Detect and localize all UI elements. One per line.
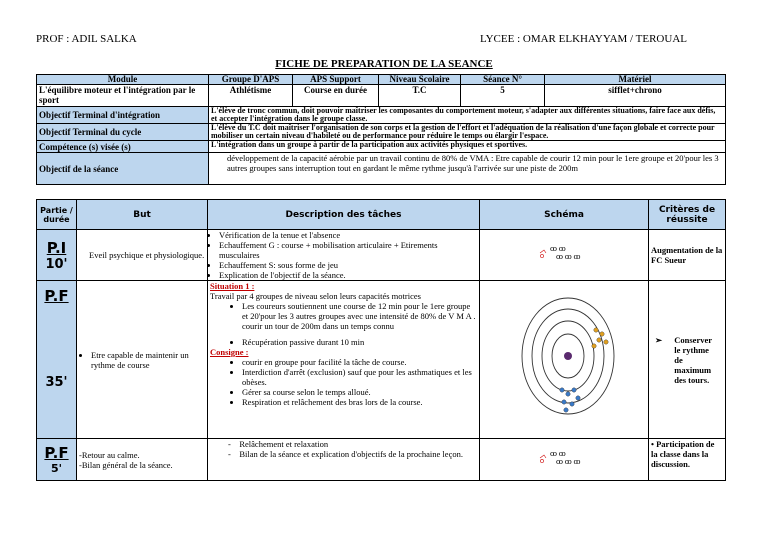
task-item: - Relâchement et relaxation: [228, 439, 329, 449]
school-name: LYCEE : OMAR ELKHAYYAM / TEROUAL: [480, 33, 687, 45]
groupe-value: Athlétisme: [209, 85, 293, 107]
row-criteria: Augmentation de la FC Sueur: [649, 230, 726, 281]
svg-text:ꝏ ꝏ: ꝏ ꝏ: [550, 245, 566, 253]
cooldown-diagram: [480, 439, 649, 481]
col-partie: Partie / durée: [37, 200, 77, 230]
consigne-list: [210, 357, 477, 407]
running-track-image: [482, 284, 646, 434]
col-materiel: Matériel: [545, 75, 726, 85]
col-but: But: [77, 200, 208, 230]
task-item: • Explication de l'objectif de la séance.: [219, 270, 477, 280]
part-duration: 10': [45, 256, 68, 272]
part-duration: 5': [50, 462, 63, 475]
objective-text: développement de la capacité aérobie par un travail continu de 80% de VMA : Etre capable de courir 12 min pour le 1ere groupe et 20'pour les 3 autres groupes sans interruption tout en gardant le même rythme jusqu'à l'arrivée sur une piste de 200m: [209, 153, 726, 185]
track-diagram: [480, 281, 649, 439]
session-info-table: [36, 74, 726, 185]
col-niveau: Niveau Scolaire: [379, 75, 461, 85]
row-goal: Eveil psychique et physiologique.: [77, 230, 208, 281]
svg-text:ꝏ ꝏ: ꝏ ꝏ: [550, 449, 566, 458]
part-label: P.F: [44, 444, 69, 462]
module-value: L'équilibre moteur et l'intégration par le sport: [37, 85, 209, 107]
col-module: Module: [37, 75, 209, 85]
part-label: P.F: [44, 287, 69, 305]
col-groupe: Groupe D'APS: [209, 75, 293, 85]
task-item: • Echauffement G : course + mobilisation articulaire + Etirements musculaires: [219, 240, 477, 260]
situation-intro: Travail par 4 groupes de niveau selon leurs capacités motrices: [210, 291, 421, 301]
task-item: • Vérification de la tenue et l'absence: [219, 230, 477, 240]
seance-value: 5: [461, 85, 545, 107]
niveau-value: T.C: [379, 85, 461, 107]
task-item: • Echauffement S: sous forme de jeu: [219, 260, 477, 270]
consigne-item: • Respiration et relâchement des bras lors de la course.: [242, 397, 477, 407]
consigne-item: • Gérer sa course selon le temps alloué.: [242, 387, 477, 397]
svg-text:ꝏ ꝏ ꝏ: ꝏ ꝏ ꝏ: [556, 253, 581, 261]
objective-label: Compétence (s) visée (s): [37, 141, 209, 153]
col-criteres: Critères de réussite: [649, 200, 726, 230]
objective-label: Objectif de la séance: [37, 153, 209, 185]
col-aps: APS Support: [293, 75, 379, 85]
objective-text: L'élève de tronc commun, doit pouvoir maîtriser les composantes du comportement moteur, s'adapter aux différentes situations, faire face aux défis, et accepter l'intégration dans le groupe classe.: [209, 107, 726, 124]
situation-title: Situation 1 :: [210, 281, 255, 291]
warmup-diagram: [480, 230, 649, 281]
objective-text: L'intégration dans un groupe à partir de la participation aux activités physiques et sportives.: [209, 141, 726, 153]
consigne-item: • Interdiction d'arrêt (exclusion) sauf que pour les asthmatiques et les obèses.: [242, 367, 477, 387]
aps-value: Course en durée: [293, 85, 379, 107]
materiel-value: sifflet+chrono: [545, 85, 726, 107]
objective-label: Objectif Terminal du cycle: [37, 124, 209, 141]
situation-list: [210, 301, 477, 347]
col-description: Description des tâches: [208, 200, 480, 230]
situation-item: • Récupération passive durant 10 min: [242, 337, 477, 347]
teacher-name: PROF : ADIL SALKA: [36, 33, 137, 45]
task-list: [210, 439, 477, 459]
objective-text: L'élève du T.C doit maîtriser l'organisation de son corps et la gestion de l'effort et l'adéquation de la réalisation d'une façon globale et correcte pour mobiliser un certain niveau d'habileté ou de performance pour réduire le temps ou élargir l'espace.: [209, 124, 726, 141]
part-duration: 35': [45, 375, 68, 390]
situation-item: • Les coureurs soutiennent une course de 12 min pour le 1ere groupe et 20'pour les 3 autres groupes avec une intensité de 80% de V M A . courir un tour de 200m dans un temps connu: [242, 301, 477, 331]
row-goal: • Etre capable de maintenir un rythme de course: [91, 350, 205, 370]
lesson-plan-table: [36, 199, 726, 481]
svg-text:ꝏ ꝏ ꝏ: ꝏ ꝏ ꝏ: [556, 457, 581, 466]
col-schema: Schéma: [480, 200, 649, 230]
page-title: FICHE DE PREPARATION DE LA SEANCE: [275, 58, 493, 70]
col-seance: Séance N°: [461, 75, 545, 85]
objective-label: Objectif Terminal d'intégration: [37, 107, 209, 124]
task-list: [210, 230, 477, 280]
task-item: - Bilan de la séance et explication d'objectifs de la prochaine leçon.: [228, 449, 463, 459]
row-criteria: • Participation de la classe dans la discussion.: [649, 439, 726, 481]
part-label: P.I: [46, 238, 67, 257]
consigne-item: • courir en groupe pour facilité la tâche de course.: [242, 357, 477, 367]
row-goal: -Retour au calme. -Bilan général de la séance.: [77, 439, 208, 481]
consigne-title: Consigne :: [210, 347, 249, 357]
cooldown-schema-image: [482, 444, 646, 474]
row-criteria: ➢ Conserver le rythme de maximum des tours.: [655, 334, 712, 385]
warmup-schema-image: [482, 239, 646, 269]
